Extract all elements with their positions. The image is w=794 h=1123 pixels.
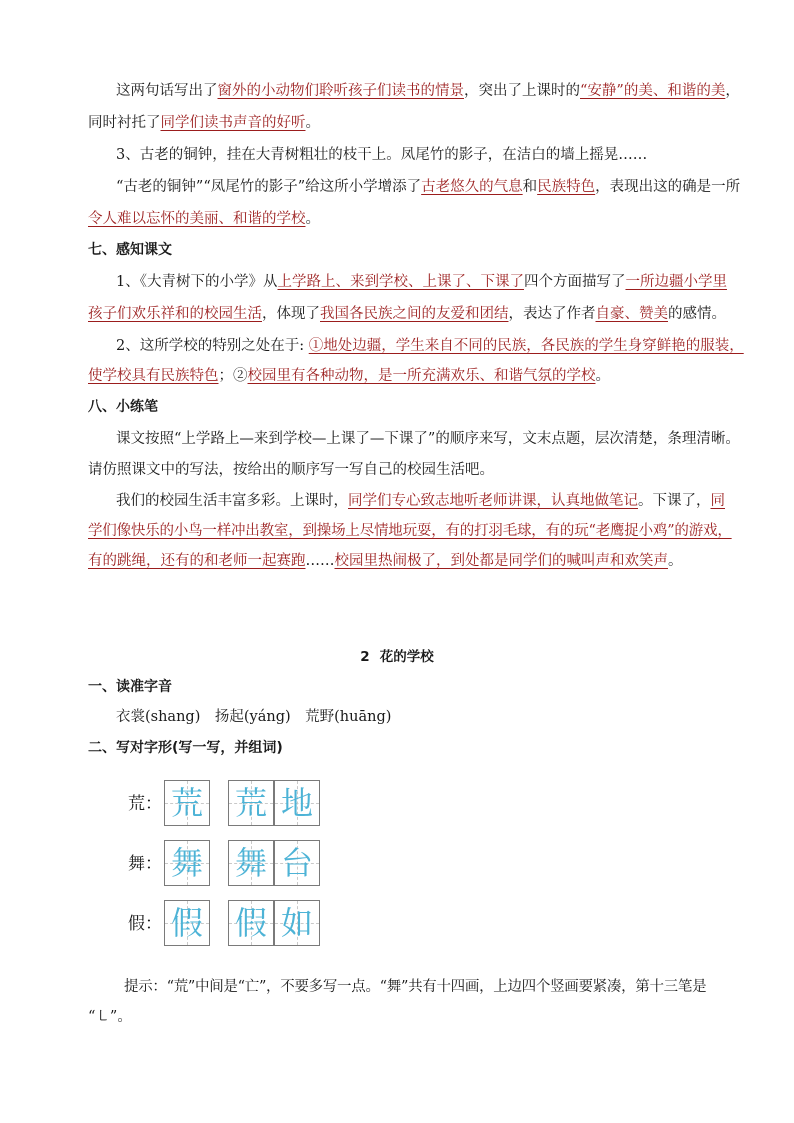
word-char: 如 bbox=[280, 904, 313, 942]
paragraph-line: 请仿照课文中的写法，按给出的顺序写一写自己的校园生活吧。 bbox=[88, 462, 494, 478]
text: 的感情。 bbox=[668, 306, 726, 322]
char-label: 舞： bbox=[128, 854, 162, 874]
section-heading: 八、小练笔 bbox=[88, 399, 158, 415]
paragraph-line bbox=[116, 177, 741, 197]
text: ，表达了作者 bbox=[508, 306, 596, 322]
paragraph-line bbox=[88, 521, 732, 541]
lesson-title-text: 花的学校 bbox=[379, 649, 434, 665]
answer-text: 学们像快乐的小鸟一样冲出教室，到操场上尽情地玩耍，有的打羽毛球，有的玩“老鹰捉小鸡”的游戏， bbox=[88, 523, 732, 539]
answer-text: 同学们专心致志地听老师讲课，认真地做笔记 bbox=[348, 493, 638, 509]
practice-char: 荒 bbox=[170, 784, 203, 822]
char-grid-cell bbox=[228, 780, 274, 826]
text: 同时衬托了 bbox=[88, 115, 161, 131]
text: 我们的校园生活丰富多彩。上课时， bbox=[116, 493, 348, 509]
text: 这两句话写出了 bbox=[116, 83, 218, 99]
answer-text: 同学们读书声音的好听 bbox=[160, 115, 306, 131]
answer-text: 孩子们欢乐祥和的校园生活 bbox=[88, 306, 262, 322]
answer-text: 校园里热闹极了，到处都是同学们的喊叫声和欢笑声 bbox=[334, 553, 668, 569]
text: 。 bbox=[305, 211, 320, 227]
text: ，突出了上课时的 bbox=[464, 83, 580, 99]
paragraph-line bbox=[88, 209, 712, 229]
answer-text: “安静”的美、和谐的美 bbox=[580, 83, 726, 99]
word-char: 舞 bbox=[234, 844, 267, 882]
practice-char: 舞 bbox=[170, 844, 203, 882]
paragraph-line bbox=[88, 366, 712, 386]
word-char: 台 bbox=[280, 844, 313, 882]
word-char: 荒 bbox=[234, 784, 267, 822]
lesson-title bbox=[0, 645, 794, 665]
paragraph-line bbox=[88, 551, 712, 571]
answer-text: 一所边疆小学里 bbox=[625, 274, 727, 290]
lesson-number: 2 bbox=[360, 649, 370, 665]
answer-text: 令人难以忘怀的美丽、和谐的学校 bbox=[88, 211, 306, 227]
text: 四个方面描写了 bbox=[523, 274, 626, 290]
text: ，表现出这的确是一所 bbox=[595, 179, 741, 195]
word-char: 假 bbox=[234, 904, 267, 942]
text: 。 bbox=[595, 368, 610, 384]
char-label: 荒： bbox=[128, 794, 162, 814]
answer-text: 同 bbox=[710, 493, 725, 509]
answer-text: 自豪、赞美 bbox=[595, 306, 668, 322]
paragraph-line: 3、古老的铜钟，挂在大青树粗壮的枝干上。凤尾竹的影子，在洁白的墙上摇晃…… bbox=[116, 147, 648, 163]
answer-text: 上学路上、来到学校、上课了、下课了 bbox=[277, 274, 524, 290]
paragraph-line bbox=[88, 304, 726, 324]
char-grid-cell bbox=[274, 900, 320, 946]
pinyin-line: 衣裳(shang) 扬起(yáng) 荒野(huāng) bbox=[116, 709, 392, 725]
text: “古老的铜钟”“凤尾竹的影子”给这所小学增添了 bbox=[116, 179, 422, 195]
paragraph-line bbox=[116, 491, 725, 511]
text: 。 bbox=[668, 553, 683, 569]
paragraph-line bbox=[116, 81, 740, 101]
paragraph-line bbox=[88, 113, 712, 133]
char-grid-cell bbox=[274, 840, 320, 886]
char-grid-cell bbox=[274, 780, 320, 826]
answer-text: 使学校具有民族特色 bbox=[88, 368, 219, 384]
section-heading: 七、感知课文 bbox=[88, 242, 172, 258]
char-grid-cell bbox=[164, 840, 210, 886]
paragraph-line: 课文按照“上学路上—来到学校—上课了—下课了”的顺序来写，文末点题，层次清楚，条理清晰。 bbox=[116, 431, 740, 447]
tip-line: 提示：“荒”中间是“亡”，不要多写一点。“舞”共有十四画，上边四个竖画要紧凑，第十三笔是 bbox=[124, 979, 707, 995]
section-heading: 一、读准字音 bbox=[88, 679, 172, 695]
answer-text: 民族特色 bbox=[537, 179, 596, 195]
text: 2、这所学校的特别之处在于: bbox=[116, 338, 309, 354]
answer-text: 窗外的小动物们聆听孩子们读书的情景 bbox=[217, 83, 464, 99]
char-grid-cell bbox=[228, 900, 274, 946]
section-heading: 二、写对字形(写一写，并组词) bbox=[88, 740, 283, 756]
text: ， bbox=[725, 83, 740, 99]
answer-text: 有的跳绳，还有的和老师一起赛跑 bbox=[88, 553, 306, 569]
text: 和 bbox=[522, 179, 538, 195]
char-grid-cell bbox=[164, 780, 210, 826]
text: 1、《大青树下的小学》从 bbox=[116, 274, 278, 290]
word-char: 地 bbox=[280, 784, 313, 822]
paragraph-line bbox=[116, 272, 727, 292]
answer-text: 古老悠久的气息 bbox=[421, 179, 523, 195]
answer-text: ①地处边疆，学生来自不同的民族，各民族的学生身穿鲜艳的服装， bbox=[308, 338, 744, 354]
text: ，体现了 bbox=[262, 306, 320, 322]
text: 。下课了， bbox=[638, 493, 711, 509]
answer-text: 校园里有各种动物，是一所充满欢乐、和谐气氛的学校 bbox=[247, 368, 596, 384]
text: ；② bbox=[218, 368, 248, 384]
char-grid-cell bbox=[228, 840, 274, 886]
tip-line: “㇄”。 bbox=[88, 1009, 132, 1025]
char-label: 假： bbox=[128, 914, 162, 934]
practice-char: 假 bbox=[170, 904, 203, 942]
answer-text: 我国各民族之间的友爱和团结 bbox=[320, 306, 509, 322]
text: 。 bbox=[305, 115, 320, 131]
text: …… bbox=[305, 553, 335, 569]
char-grid-cell bbox=[164, 900, 210, 946]
paragraph-line bbox=[116, 336, 744, 356]
